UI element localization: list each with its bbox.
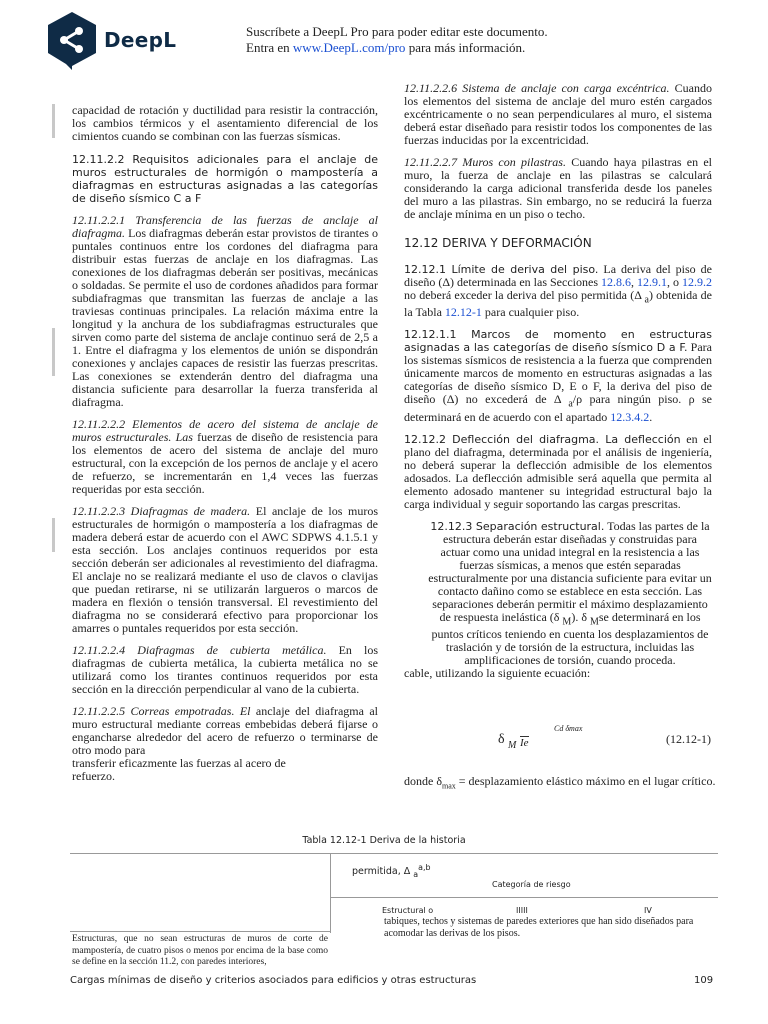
paragraph-12-11-2-2-7: [404, 156, 712, 221]
text-run: , o: [667, 275, 683, 289]
paragraph-12-12-1: [404, 263, 712, 319]
subscript: max: [441, 781, 456, 791]
text-run: Para los sistemas sísmicos de resistencia a la fuerza que comprenden únicamente marcos de momento en estructuras asignadas a las categorías de diseño sísmico D, E o F, la deriva del piso de diseño (Δ) no excederá de Δ: [404, 340, 712, 407]
table-rule: [330, 853, 331, 933]
table-rule: [70, 853, 718, 854]
table-rule: [330, 897, 718, 898]
subscript: M: [562, 616, 572, 628]
subsection-title: 12.11.2.2.4 Diafragmas de cubierta metálica.: [72, 643, 327, 657]
table-cell-text: tabiques, techos y sistemas de paredes exteriores que han sido diseñados para acomodar las derivas de los pisos.: [384, 916, 694, 939]
change-bar: [52, 104, 55, 138]
link-12-9-2[interactable]: 12.9.2: [682, 275, 713, 289]
subscript: a: [644, 294, 649, 306]
paragraph-12-12-2: [404, 433, 712, 511]
subscript: a: [568, 398, 573, 410]
text-run: se determinará en los puntos críticos teniendo en cuenta los desplazamientos de traslación y de torsión de la estructura, incluidas las amplificaciones de torsión, cuando proceda.: [431, 609, 709, 668]
footer-title: Cargas mínimas de diseño y criterios asociados para edificios y otras estructuras: [70, 975, 477, 986]
paragraph-12-12-3: [404, 520, 712, 667]
subsection-body: fuerzas de diseño de resistencia para los elementos de acero del sistema de anclaje del muro estructural, con la excepción de los pernos de anclaje y el acero de refuerzo, se incrementarán en 1,4 veces las fuerzas requeridas por esta sección.: [72, 430, 378, 496]
table-row-label: Estructural o: [382, 906, 434, 915]
text-run: donde δ: [404, 774, 442, 788]
link-table-12-12-1[interactable]: 12.12-1: [444, 305, 482, 320]
paragraph-tail: transferir eficazmente las fuerzas al acero de refuerzo.: [72, 756, 286, 783]
left-column: [72, 104, 378, 783]
text-run: /ρ para ningún piso. ρ se determinará en de acuerdo con el apartado: [404, 392, 713, 424]
subscript: a: [413, 870, 419, 880]
subsection-title: 12.11.2.2.3 Diafragmas de madera.: [72, 504, 251, 518]
text-run: permitida, Δ: [352, 866, 414, 878]
subsection-title: 12.12.2 Deflección del diafragma. La deflección: [404, 432, 681, 446]
deepl-logo[interactable]: [44, 10, 184, 70]
text-run: no deberá exceder la deriva del piso permitida (Δ: [404, 288, 645, 302]
banner-text-post: para más información.: [405, 40, 526, 55]
text-run: ). δ: [571, 609, 590, 624]
text-run: ) obtenida de la Tabla: [404, 288, 712, 320]
table-row-description: Estructuras, que no sean estructuras de muros de corte de mampostería, de cuatro pisos o menos por encima de la base como se define en la sección 11.2, con paredes interiores,: [72, 934, 328, 967]
text-run: La deriva del piso de diseño (Δ) determinada en las Secciones: [404, 262, 712, 289]
subsection-body: Cuando haya pilastras en el muro, la fuerza de anclaje en las pilastras se calculará considerando la carga adicional transferida desde los paneles del muro a las pilastras. Sin embargo, no se reducirá la fuerza de anclaje mínima en un piso o techo.: [404, 155, 712, 221]
paragraph-12-11-2-2-3: [72, 505, 378, 635]
paragraph-12-11-2-2-5: [72, 705, 378, 757]
link-12-8-6[interactable]: 12.8.6: [601, 275, 631, 289]
equation-label: (12.12-1): [666, 732, 711, 746]
subsection-title: 12.12.1.1 Marcos de momento en estructuras asignadas a las categorías de diseño sísmico D a F.: [404, 328, 712, 355]
table-col-iv: IV: [644, 906, 652, 915]
subsection-body: El anclaje de los muros estructurales de hormigón o mampostería a los diafragmas de madera deberá estar de acuerdo con el AWC SDPWS 4.1.5.1 y esta sección. Los anclajes continuos requeridos por esta sección deberán ser adicionales al revestimiento del diafragma. El anclaje no se realizará mediante el uso de clavos o clavijas que puedan retirarse, ni se utilizarán largueros o marcos de madera en flexión o tensión transversal. El revestimiento del diafragma no se considerará efectivo para proporcionar los amarres o puntales requeridos por esta sección.: [72, 504, 379, 635]
change-bar: [52, 328, 55, 376]
promo-banner: [246, 24, 548, 56]
subsection-body: anclaje del diafragma al muro estructural mediante correas embebidas deberá fijarse o engancharse alrededor del acero de refuerzo o terminarse de otro modo para: [72, 704, 378, 757]
subsection-title: 12.11.2.2.2 Elementos de acero del sistema de anclaje de muros estructurales. Las: [72, 417, 378, 444]
text-run: .: [649, 409, 653, 424]
paragraph-12-11-2-2-1: [72, 214, 378, 409]
deepl-logo-icon: [44, 10, 100, 70]
banner-text-pre: Entra en: [246, 40, 293, 55]
paragraph-12-11-2-2-2: [72, 418, 378, 496]
change-bar: [52, 518, 55, 552]
link-12-3-4-2[interactable]: 12.3.4.2: [610, 409, 650, 424]
link-12-9-1[interactable]: 12.9.1: [637, 275, 668, 289]
logo-text: DeepL: [104, 28, 177, 52]
equation-numerator: Cd δmax: [554, 724, 583, 733]
subsection-body: en el plano del diafragma, determinada por el análisis de ingeniería, no deberá superar la deflección admisible de los elementos adosados. La deflección admisible será aquella que permita al elemento adosado mantener su integridad estructural bajo la carga individual y seguir soportando las cargas prescritas.: [404, 431, 712, 511]
deepl-pro-link[interactable]: www.DeepL.com/pro: [292, 40, 406, 55]
table-risk-category-header: Categoría de riesgo: [492, 880, 571, 889]
right-column: [404, 82, 712, 680]
paragraph-continuation: capacidad de rotación y ductilidad para resistir la contracción, los cambios térmicos y el asentamiento diferencial de los cimientos cuando se combinan con las fuerzas sísmicas.: [72, 103, 378, 143]
paragraph-tail: cable, utilizando la siguiente ecuación:: [404, 666, 591, 681]
paragraph-12-11-2-2-6: [404, 82, 712, 147]
subsection-title: 12.11.2.2.1 Transferencia de las fuerzas de anclaje al diafragma.: [72, 213, 378, 240]
subsection-title: 12.11.2.2.6 Sistema de: [404, 81, 516, 95]
paragraph-where: [404, 774, 715, 790]
table-allowed-header: [352, 863, 431, 879]
subscript: M: [589, 616, 599, 628]
table-col-iii: IIIII: [516, 906, 528, 915]
subsection-title-italic: anclaje con carga excéntrica.: [515, 81, 670, 95]
subsection-body: En los diafragmas de cubierta metálica, la cubierta metálica no se utilizará como los tirantes continuos requeridos por esta sección en la dirección perpendicular al vano de la cubierta.: [72, 643, 378, 696]
banner-line-1: Suscríbete a DeepL Pro para poder editar este documento.: [246, 24, 548, 39]
superscript: a,b: [418, 863, 431, 872]
paragraph-12-11-2-2-4: [72, 644, 378, 696]
text-run: Todas las partes de la estructura deberán estar diseñadas y construidas para actuar como una unidad integral en la resistencia a las fuerzas sísmicas, a menos que estén separadas estructuralmente por una distancia suficiente para evitar un contacto dañino como se establece en esta sección. Las separaciones deberán permitir el máximo desplazamiento de respuesta inelástica (δ: [428, 518, 712, 624]
text-run: = desplazamiento elástico máximo en el lugar crítico.: [455, 774, 716, 788]
subsection-title: 12.12.1 Límite de deriva del piso.: [404, 263, 599, 276]
subsection-title: 12.11.2.2.5 Correas empotradas. El: [72, 704, 251, 718]
section-heading-12-11-2-2: 12.11.2.2 Requisitos adicionales para el anclaje de muros estructurales de hormigón o mampostería a diafragmas en estructuras asignadas a las categorías de diseño sísmico C a F: [72, 153, 378, 205]
equation-ie: Ie: [520, 737, 529, 749]
text-run: para cualquier piso.: [481, 305, 580, 320]
banner-line-2: [246, 40, 548, 56]
paragraph-12-12-1-1: [404, 328, 712, 423]
table-title: Tabla 12.12-1 Deriva de la historia: [302, 835, 466, 846]
subsection-body: Los diafragmas deberán estar provistos de tirantes o puntales continuos entre los cordones del diafragma para distribuir estas fuerzas de anclaje en los diafragmas. Las conexiones de los diafragmas deberán ser positivas, mecánicas o soldadas. Se permite el uso de cordones añadidos para formar subdiafragmas que transmitan las fuerzas de anclaje a las traviesas continuas principales. La relación máxima entre la longitud y la anchura de los subdiafragmas estructurales que sirven como parte del sistema de anclaje continuo será de 2,5 a 1. Entre el diafragma y los elementos de unión se dispondrán conexiones y anclajes capaces de resistir las fuerzas prescritas. Las conexiones se extenderán dentro del diafragma una distancia suficiente para desarrollar la fuerza transferida al diafragma.: [72, 226, 378, 409]
equation-sub-m: M: [508, 740, 517, 751]
page-number: 109: [694, 975, 714, 986]
table-rule: [70, 931, 330, 932]
subsection-title: 12.12.3 Separación estructural.: [430, 519, 605, 533]
section-heading-12-12: 12.12 DERIVA Y DEFORMACIÓN: [404, 236, 592, 250]
subsection-body: Cuando los elementos del sistema de anclaje del muro estén cargados excéntricamente o no sean perpendiculares al muro, el sistema deberá estar diseñado para resistir todos los componentes de las fuerzas inducidas por la excentricidad.: [404, 81, 712, 147]
text-run: ,: [631, 275, 638, 289]
equation-delta: δ: [498, 732, 505, 747]
equation-12-12-1: [498, 724, 718, 764]
subsection-title: 12.11.2.2.7 Muros con pilastras.: [404, 155, 566, 169]
